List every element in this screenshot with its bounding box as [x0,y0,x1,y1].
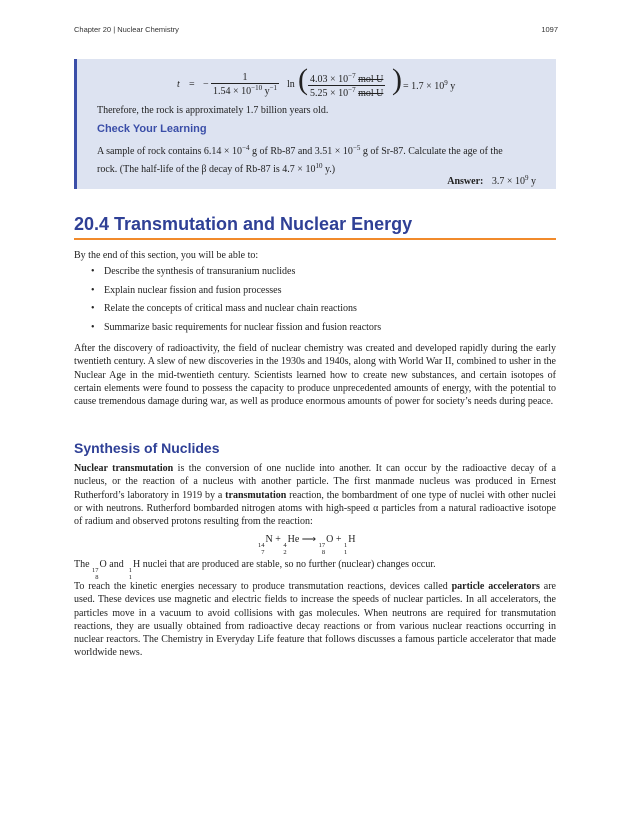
n-mass: 14 [258,542,265,549]
answer-exp: 9 [525,174,529,182]
answer-line [447,174,536,187]
answer-value: 3.7 × 10 [491,176,525,187]
o17-mass: 17 [92,567,99,574]
h-mass: 1 [344,542,348,549]
he-atomic-number: 2 [283,549,287,556]
answer-unit: y [528,176,536,187]
cyl-exp-4: 10 [315,162,323,170]
eq-in-num [308,72,385,85]
eq-frac-den-unit-exp: −1 [269,84,278,92]
learning-objectives-list [74,266,544,341]
h1-symbol: H [132,559,141,570]
plus-sign: + [275,534,281,545]
cyl-part-2: g of Rb-87 and 3.51 × 10 [249,146,353,157]
h1-atomic-number: 1 [128,574,132,581]
eq-equals: = [189,79,195,90]
p3-text-b: are used. These devices use magnetic and electric fields to increase the speeds of nuclear particles. In all accelerators, the particles move in a vacuum to avoid collisions with gas molecules. When neutrons are required for transmutation reactions, they are usually obtained from radioactive decay reactions or from various nuclear reactions occurring in nuclear reactors. The Chemistry in Everyday Life feature that follows discusses a famous particle accelerator that made worldwide news. [74,581,556,659]
he-isotope-numbers [283,542,286,556]
example-solution-box [74,59,556,189]
p2-text-b: nuclei that are produced are stable, so no further (nuclear) changes occur. [140,559,436,570]
objective-item: • Relate the concepts of critical mass and nuclear chain reactions [74,303,544,322]
h1-isotope-numbers [129,567,132,581]
o17-atomic-number: 8 [95,574,99,581]
eq-paren-close: ) [392,63,402,96]
objectives-intro: By the end of this section, you will be able to: [74,250,259,261]
subsection-title: Synthesis of Nuclides [74,440,220,456]
section-title: 20.4 Transmutation and Nuclear Energy [74,214,413,234]
eq-frac-den [211,83,279,97]
running-header-chapter: Chapter 20 | Nuclear Chemistry [74,25,179,34]
objective-item: • Explain nuclear fission and fusion processes [74,285,544,304]
n-atomic-number: 7 [261,549,265,556]
eq-result-exp: 9 [444,79,448,87]
n-isotope-numbers [258,542,265,556]
o-atomic-number: 8 [321,549,326,556]
eq-in-den-val: 5.25 × 10 [310,88,349,99]
eq-frac-num: 1 [242,72,248,83]
conclusion-text: Therefore, the rock is approximately 1.7 billion years old. [97,105,329,116]
rutherford-reaction-equation [258,534,356,556]
h-symbol: H [348,534,356,545]
h-atomic-number: 1 [344,549,348,556]
intro-paragraph: After the discovery of radioactivity, the field of nuclear chemistry was created and developed rapidly during the early twentieth century. A slew of new discoveries in the 1930s and 1940s, along with World War II, combined to usher in the Nuclear Age in the mid-twentieth century. Scientists learned how to create new substances, and certain isotopes of certain elements were found to possess the capacity to produce unprecedented amounts of energy, with the potential to cause tremendous damage during war, as well as produce enormous amounts of power for society’s needs during peace. [74,343,556,408]
he-mass: 4 [283,542,287,549]
eq-result-unit: y [450,81,456,92]
cyl-part-5: y.) [322,164,336,175]
eq-lhs: t [177,79,180,90]
he-symbol: He [287,534,300,545]
p2-text-a: The [74,559,93,570]
answer-label: Answer: [447,176,484,187]
h-isotope-numbers [344,542,347,556]
page-number: 1097 [541,25,558,34]
check-your-learning-text [97,141,537,177]
eq-ln: ln [287,79,295,90]
eq-in-den-unit: mol U [358,88,384,99]
plus-sign: + [335,534,342,545]
objective-item: • Describe the synthesis of transuranium nuclides [74,266,544,285]
transmutation-paragraph [74,462,556,528]
eq-in-den-exp: −7 [348,86,356,94]
eq-rate-fraction [211,72,279,97]
eq-result-val: = 1.7 × 10 [403,81,445,92]
h1-mass: 1 [128,567,132,574]
objective-item: • Summarize basic requirements for nuclear fission and fusion reactors [74,322,544,341]
cyl-part-3: g of Sr-87. Calculate the age of the [360,146,503,157]
cyl-part-4: rock. (The half-life of the β decay of Rb-87 is 4.7 × 10 [97,164,316,175]
cyl-exp-2: −5 [352,144,361,152]
eq-in-den [308,85,385,99]
accelerators-paragraph [74,580,556,660]
term-particle-accelerators: particle accelerators [451,581,540,592]
stable-products-sentence [74,558,556,581]
check-your-learning-title: Check Your Learning [97,123,207,135]
n-symbol: N [265,534,273,545]
eq-paren-open: ( [298,63,308,96]
cyl-exp-1: −4 [242,144,250,152]
section-title-rule [74,238,556,240]
p1-text-a: is the conversion of one nuclide into another. It can occur by the radioactive decay of a nucleus, or the reaction of a nucleus with another particle. The first manmade nucleus was produced in Ernest Rutherford’s laboratory in 1919 by a [74,463,556,501]
eq-in-num-exp: −7 [348,72,356,80]
eq-frac-den-unit: y [264,86,270,97]
p2-and: and [106,559,127,570]
p3-text-a: To reach the kinetic energies necessary to produce transmutation reactions, devices called [74,581,452,592]
term-transmutation: transmutation [225,489,287,501]
eq-minus: − [203,79,209,90]
o17-isotope-numbers [92,567,99,581]
p1-text-b: reaction, the bombardment of one type of nuclei with other nuclei or with neutrons. Rutherford bombarded nitrogen atoms with high-speed α particles from a natural radioactive isotope of radium and observed protons resulting from the reaction: [74,489,557,528]
reaction-arrow-icon: ⟶ [301,534,317,545]
eq-frac-den-exp: −10 [251,84,263,92]
o17-symbol: O [99,559,107,570]
o-isotope-numbers [319,542,326,556]
eq-frac-den-val: 1.54 × 10 [213,86,252,97]
eq-result [403,79,455,92]
eq-in-num-val: 4.03 × 10 [310,74,349,85]
cyl-part-1: A sample of rock contains 6.14 × 10 [97,146,243,157]
eq-ratio-fraction [308,72,385,99]
o-symbol: O [326,534,334,545]
eq-in-num-unit: mol U [358,74,384,85]
o-mass: 17 [318,542,326,549]
term-nuclear-transmutation: Nuclear transmutation [74,463,174,474]
